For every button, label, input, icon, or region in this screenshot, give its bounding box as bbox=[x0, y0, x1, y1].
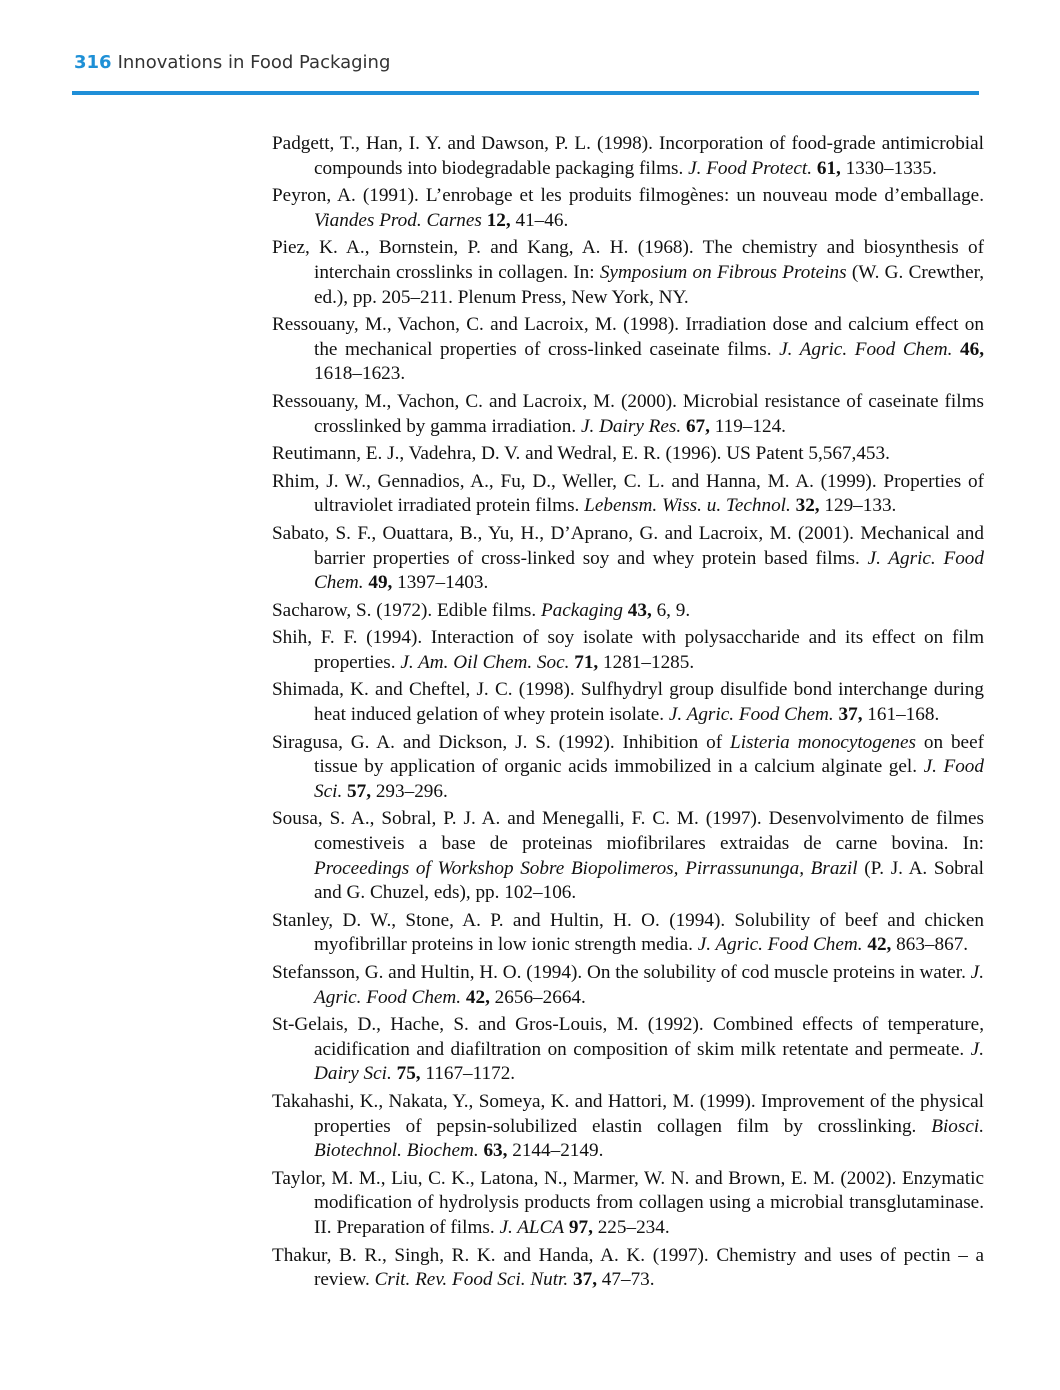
reference-entry: Ressouany, M., Vachon, C. and Lacroix, M. (1998). Irradiation dose and calcium effect on the mechanical properties of cross-linked caseinate films. J. Agric. Food Chem. 46, 1618–1623. bbox=[272, 314, 984, 385]
reference-entry: Piez, K. A., Bornstein, P. and Kang, A. H. (1968). The chemistry and biosynthesis of interchain crosslinks in collagen. In: Symposium on Fibrous Proteins (W. G. Crewther, ed.), pp. 205–211. Plenum Press, New York, NY. bbox=[272, 237, 985, 308]
reference-entry: Taylor, M. M., Liu, C. K., Latona, N., Marmer, W. N. and Brown, E. M. (2002). Enzymatic modification of hydrolysis products from collagen using a microbial transglutaminase. II. Preparation of films. J. ALCA 97, 225–234. bbox=[272, 1167, 984, 1238]
reference-entry: St-Gelais, D., Hache, S. and Gros-Louis, M. (1992). Combined effects of temperature, acidification and diafiltration on composition of skim milk retentate and permeate. J. Dairy Sci. 75, 1167–1172. bbox=[272, 1014, 984, 1085]
page-number: 316 bbox=[74, 52, 112, 73]
reference-entry: Siragusa, G. A. and Dickson, J. S. (1992). Inhibition of Listeria monocytogenes on beef tissue by application of organic acids immobilized in a calcium alginate gel. J. Food Sci. 57, 293–296. bbox=[272, 731, 984, 802]
reference-entry: Padgett, T., Han, I. Y. and Dawson, P. L. (1998). Incorporation of food-grade antimicrobial compounds into biodegradable packaging films. J. Food Protect. 61, 1330–1335. bbox=[272, 133, 984, 179]
reference-entry: Sacharow, S. (1972). Edible films. Packaging 43, 6, 9. bbox=[272, 599, 691, 621]
reference-entry: Shimada, K. and Cheftel, J. C. (1998). Sulfhydryl group disulfide bond interchange during heat induced gelation of whey protein isolate. J. Agric. Food Chem. 37, 161–168. bbox=[272, 679, 984, 726]
reference-entry: Stefansson, G. and Hultin, H. O. (1994). On the solubility of cod muscle proteins in water. J. Agric. Food Chem. 42, 2656–2664. bbox=[272, 962, 984, 1008]
reference-entry: Sabato, S. F., Ouattara, B., Yu, H., D’Aprano, G. and Lacroix, M. (2001). Mechanical and barrier properties of cross-linked soy and whey protein based films. J. Agric. Food Chem. 49, 1397–1403. bbox=[272, 522, 984, 594]
reference-entry: Shih, F. F. (1994). Interaction of soy isolate with polysaccharide and its effect on film properties. J. Am. Oil Chem. Soc. 71, 1281–1285. bbox=[272, 627, 984, 673]
reference-entry: Rhim, J. W., Gennadios, A., Fu, D., Weller, C. L. and Hanna, M. A. (1999). Properties of ultraviolet irradiated protein films. Lebensm. Wiss. u. Technol. 32, 129–133. bbox=[272, 470, 984, 517]
reference-entry: Stanley, D. W., Stone, A. P. and Hultin, H. O. (1994). Solubility of beef and chicken myofibrillar proteins in low ionic strength media. J. Agric. Food Chem. 42, 863–867. bbox=[272, 909, 984, 956]
running-title: Innovations in Food Packaging bbox=[117, 52, 391, 73]
reference-list bbox=[272, 132, 984, 1296]
reference-entry: Ressouany, M., Vachon, C. and Lacroix, M. (2000). Microbial resistance of caseinate films crosslinked by gamma irradiation. J. Dairy Res. 67, 119–124. bbox=[272, 390, 984, 437]
reference-entry: Takahashi, K., Nakata, Y., Someya, K. and Hattori, M. (1999). Improvement of the physical properties of pepsin-solubilized elastin collagen film by crosslinking. Biosci. Biotechnol. Biochem. 63, 2144–2149. bbox=[272, 1090, 984, 1162]
running-header bbox=[74, 52, 390, 73]
reference-entry: Peyron, A. (1991). L’enrobage et les produits filmogènes: un nouveau mode d’emballage. Viandes Prod. Carnes 12, 41–46. bbox=[272, 185, 984, 231]
reference-entry: Reutimann, E. J., Vadehra, D. V. and Wedral, E. R. (1996). US Patent 5,567,453. bbox=[272, 443, 890, 465]
reference-entry: Thakur, B. R., Singh, R. K. and Handa, A. K. (1997). Chemistry and uses of pectin – a review. Crit. Rev. Food Sci. Nutr. 37, 47–73. bbox=[272, 1244, 984, 1291]
header-rule bbox=[72, 91, 979, 95]
reference-entry: Sousa, S. A., Sobral, P. J. A. and Menegalli, F. C. M. (1997). Desenvolvimento de filmes comestiveis a base de proteinas miofibrilares extraidas de carne bovina. In: Proceedings of Workshop Sobre Biopolimeros, Pirrassununga, Brazil (P. J. A. Sobral and G. Chuzel, eds), pp. 102–106. bbox=[272, 808, 985, 904]
